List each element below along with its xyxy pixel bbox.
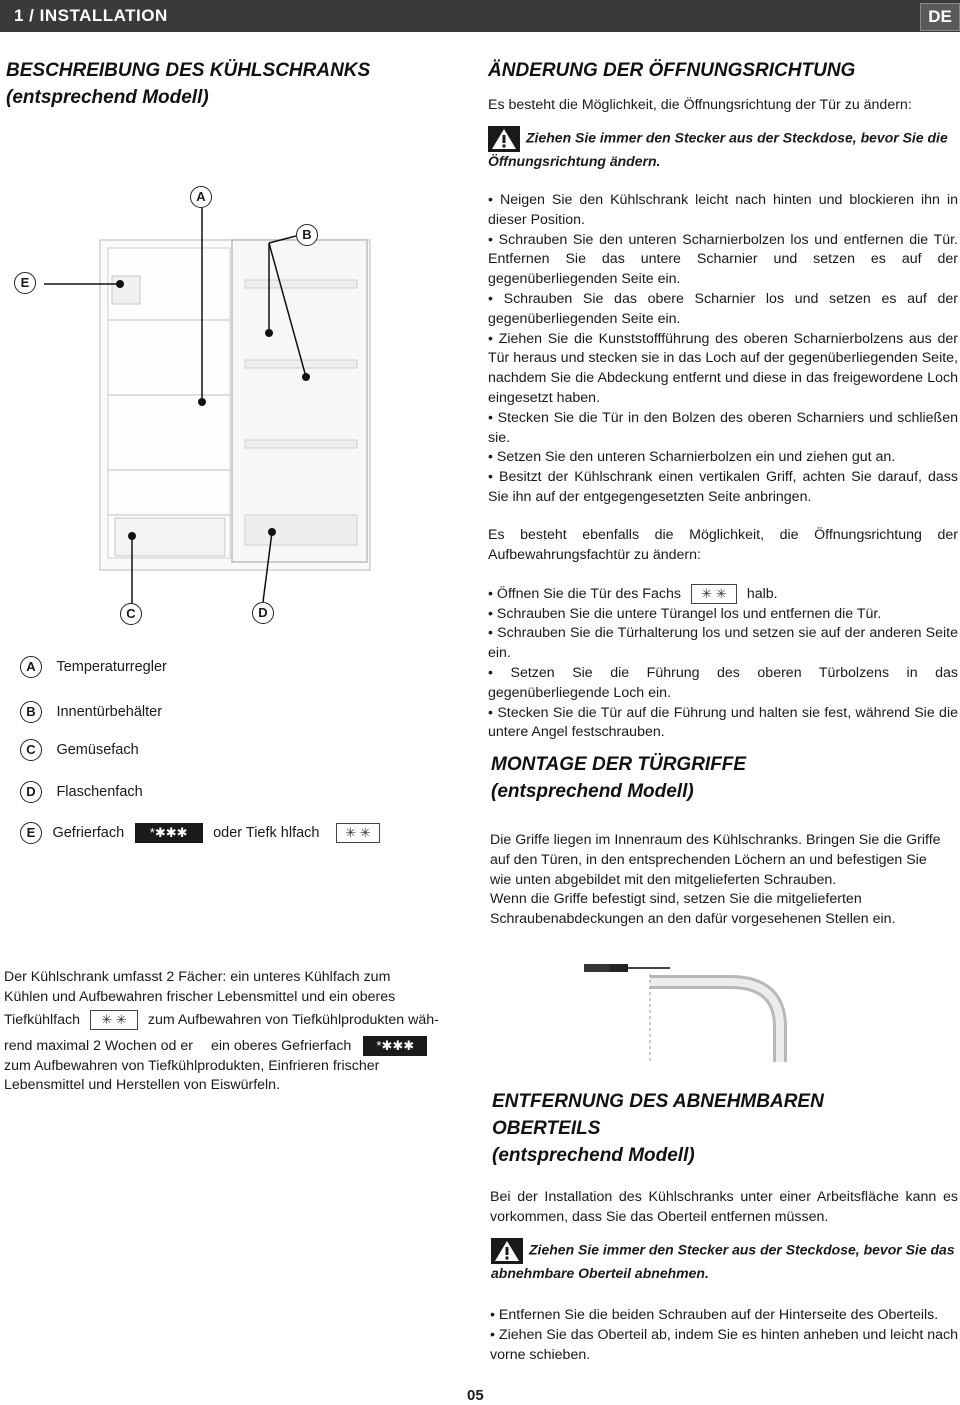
language-badge: DE	[920, 3, 960, 31]
heading-line-1: MONTAGE DER TÜRGRIFFE	[491, 754, 747, 775]
list-item: • Stecken Sie die Tür in den Bolzen des oberen Scharniers und schließen sie.	[488, 409, 958, 449]
legend-text: Temperaturregler	[56, 659, 167, 675]
heading-line-2: OBERTEILS	[492, 1118, 601, 1139]
desc-text: rend maximal 2 Wochen od er	[4, 1037, 193, 1054]
list-item: • Schrauben Sie die untere Türangel los und entfernen die Tür.	[488, 605, 958, 625]
list-item: • Schrauben Sie das obere Scharnier los und setzen es auf der gegenüberliegenden Seite ein.	[488, 290, 958, 330]
page-number: 05	[467, 1387, 484, 1404]
desc-line: zum Aufbewahren von Tiefkühlprodukten, Einfrieren frischer	[4, 1057, 380, 1074]
door-reversal-steps	[488, 191, 958, 508]
legend-row	[20, 701, 162, 723]
legend-text: Flaschenfach	[56, 784, 143, 800]
list-item: • Neigen Sie den Kühlschrank leicht nach hinten und blockieren ihn in dieser Position.	[488, 191, 958, 231]
top-removal-text: Bei der Installation des Kühlschranks unter einer Arbeitsfläche kann es vorkommen, dass Sie das Oberteil entfernen müssen.	[490, 1189, 958, 1225]
heading-line-1: BESCHREIBUNG DES KÜHLSCHRANKS	[6, 60, 371, 81]
list-item: • Setzen Sie die Führung des oberen Türbolzens in das gegenüberliegende Loch ein.	[488, 664, 958, 704]
desc-text: ein oberes Gefrierfach	[210, 1037, 352, 1054]
desc-line: Kühlen und Aufbewahren frischer Lebensmittel und ein oberes	[4, 988, 396, 1005]
heading-line-3: (entsprechend Modell)	[492, 1145, 695, 1166]
label-c: C	[120, 603, 142, 625]
handle-mounting-heading	[491, 751, 746, 805]
fridge-description-heading	[6, 57, 370, 111]
compartment-door-steps	[488, 584, 958, 743]
list-item: • Ziehen Sie das Oberteil ab, indem Sie es hinten anheben und leicht nach vorne schieben.	[490, 1326, 958, 1366]
list-item: • Schrauben Sie die Türhalterung los und setzen sie auf der anderen Seite ein.	[488, 624, 958, 664]
legend-row	[20, 781, 143, 803]
warning-unplug-top	[491, 1238, 959, 1284]
warning-icon	[488, 126, 520, 152]
door-shelf-bottle	[245, 515, 357, 545]
legend-letter: E	[20, 822, 42, 844]
desc-line	[4, 1036, 470, 1057]
paragraph: Wenn die Griffe befestigt sind, setzen Sie die mitgelieferten Schraubenabdeckungen an den dafür vorgesehenen Stellen ein.	[490, 891, 896, 928]
desc-line	[4, 1010, 470, 1031]
freezer-box	[112, 276, 140, 304]
label-d: D	[252, 602, 274, 624]
warning-text: Ziehen Sie immer den Stecker aus der Steckdose, bevor Sie das abnehmbare Oberteil abnehmen.	[491, 1241, 955, 1281]
legend-text: Innentürbehälter	[56, 704, 163, 720]
two-star-icon: ✳ ✳	[90, 1010, 138, 1030]
paragraph: Die Griffe liegen im Innenraum des Kühlschranks. Bringen Sie die Griffe auf den Türen, in den entsprechenden Löchern an und befestigen Sie wie unten abgebildet mit den mitgelieferten Schrauben.	[490, 832, 941, 888]
list-item: • Stecken Sie die Tür auf die Führung und halten sie fest, während Sie die untere Angel festschrauben.	[488, 704, 958, 744]
legend-text: oder Tiefk hlfach	[213, 825, 320, 841]
handle-mounting-text	[490, 831, 950, 930]
legend-text: Gemüsefach	[56, 742, 139, 758]
heading-line-2: (entsprechend Modell)	[6, 87, 209, 108]
list-item: • Entfernen Sie die beiden Schrauben auf der Hinterseite des Oberteils.	[490, 1306, 958, 1326]
warning-unplug	[488, 126, 958, 172]
list-item: • Besitzt der Kühlschrank einen vertikalen Griff, achten Sie darauf, dass Sie ihn auf der entgegengesetzten Seite anbringen.	[488, 468, 958, 508]
label-a: A	[190, 186, 212, 208]
legend-row	[20, 656, 167, 678]
label-b: B	[296, 224, 318, 246]
legend-letter: D	[20, 781, 42, 803]
legend-letter: C	[20, 739, 42, 761]
door-reversal-intro: Es besteht die Möglichkeit, die Öffnungsrichtung der Tür zu ändern:	[488, 97, 912, 113]
warning-text: Ziehen Sie immer den Stecker aus der Steckdose, bevor Sie die Öffnungsrichtung ändern.	[488, 129, 948, 169]
two-star-icon: ✳ ✳	[691, 584, 737, 604]
desc-line: Der Kühlschrank umfasst 2 Fächer: ein unteres Kühlfach zum	[4, 969, 391, 985]
list-item-text: halb.	[746, 585, 778, 602]
door-shelf-1	[245, 280, 357, 288]
freezer-four-star-icon: *✱✱✱	[363, 1036, 427, 1056]
two-star-icon: ✳ ✳	[336, 823, 380, 843]
legend-letter: A	[20, 656, 42, 678]
list-item-text: Öffnen Sie die Tür des Fachs	[496, 585, 681, 602]
list-item: • Schrauben Sie den unteren Scharnierbolzen los und entfernen die Tür. Entfernen Sie das untere Scharnier und setzen es auf der gegenüberliegenden Seite ein.	[488, 231, 958, 290]
heading-line-1: ENTFERNUNG DES ABNEHMBAREN	[492, 1091, 824, 1112]
top-removal-heading	[492, 1088, 824, 1169]
top-removal-steps	[490, 1306, 958, 1365]
fridge-diagram	[0, 180, 480, 640]
warning-icon	[491, 1238, 523, 1264]
legend-row	[20, 739, 139, 761]
door-shelf-3	[245, 440, 357, 448]
heading-line-2: (entsprechend Modell)	[491, 781, 694, 802]
desc-line: Lebensmittel und Herstellen von Eiswürfeln.	[4, 1077, 281, 1094]
legend-row-e	[20, 822, 380, 844]
legend-text: Gefrierfach	[52, 825, 125, 841]
desc-text: zum Aufbewahren von Tiefkühlprodukten wäh-	[147, 1011, 439, 1028]
freezer-four-star-icon: *✱✱✱	[135, 823, 203, 843]
handle-illustration	[580, 952, 830, 1062]
list-item: • Setzen Sie den unteren Scharnierbolzen ein und ziehen gut an.	[488, 448, 958, 468]
list-item	[488, 584, 958, 605]
label-e: E	[14, 272, 36, 294]
screwdriver-handle	[610, 964, 628, 972]
desc-text: Tiefkühlfach	[4, 1011, 80, 1028]
legend-letter: B	[20, 701, 42, 723]
list-item: • Ziehen Sie die Kunststoffführung des oberen Scharnierbolzens aus der Tür heraus und stecken sie in das Loch auf der gegenüberliegenden Seite, nachdem Sie die Abdeckung entfernt und diese in das freigewordene Loch eingesetzt haben.	[488, 330, 958, 409]
door-reversal-heading: ÄNDERUNG DER ÖFFNUNGSRICHTUNG	[488, 60, 856, 81]
compartment-door-intro: Es besteht ebenfalls die Möglichkeit, die Öffnungsrichtung der Aufbewahrungsfachtür zu ändern:	[488, 527, 958, 563]
fridge-description	[4, 968, 470, 1096]
section-title: 1 / INSTALLATION	[14, 6, 168, 25]
